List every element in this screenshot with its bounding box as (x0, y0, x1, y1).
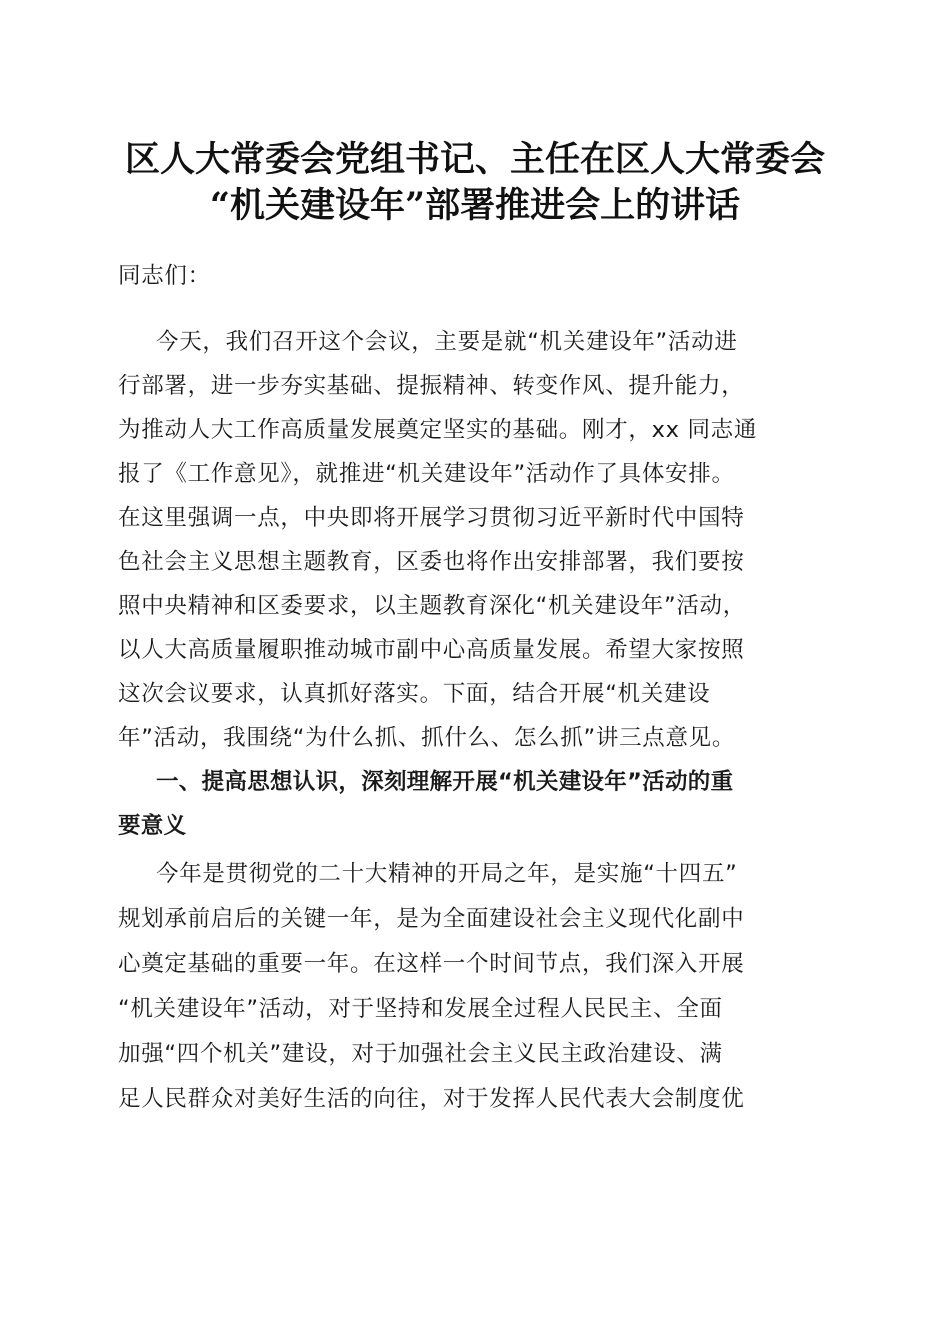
section-heading-line: 一、提高思想认识，深刻理解开展“机关建设年”活动的重 (156, 769, 734, 795)
paragraph-line: 规划承前启后的关键一年，是为全面建设社会主义现代化副中 (118, 906, 745, 932)
paragraph-line: 心奠定基础的重要一年。在这样一个时间节点，我们深入开展 (118, 951, 745, 977)
paragraph-line: 足人民群众对美好生活的向往，对于发挥人民代表大会制度优 (118, 1086, 745, 1112)
salutation: 同志们： (118, 263, 211, 289)
document-title-line-1: 区人大常委会党组书记、主任在区人大常委会 (124, 139, 825, 180)
paragraph-line: 报了《工作意见》，就推进“机关建设年”活动作了具体安排。 (118, 461, 735, 487)
paragraph-line: 为推动人大工作高质量发展奠定坚实的基础。刚才，xx 同志通 (118, 417, 758, 443)
document-title-line-2: “机关建设年”部署推进会上的讲话 (209, 185, 741, 226)
section-heading-line: 要意义 (118, 813, 187, 839)
paragraph-line: 这次会议要求，认真抓好落实。下面，结合开展“机关建设 (118, 681, 711, 707)
paragraph-line: 行部署，进一步夯实基础、提振精神、转变作风、提升能力， (118, 373, 745, 399)
paragraph-line: 今年是贯彻党的二十大精神的开局之年，是实施“十四五” (156, 861, 738, 887)
paragraph-line: 色社会主义思想主题教育，区委也将作出安排部署，我们要按 (118, 549, 745, 575)
paragraph-line: 以人大高质量履职推动城市副中心高质量发展。希望大家按照 (118, 637, 745, 663)
paragraph-line: 在这里强调一点，中央即将开展学习贯彻习近平新时代中国特 (118, 505, 745, 531)
paragraph-line: 今天，我们召开这个会议，主要是就“机关建设年”活动进 (156, 329, 738, 355)
paragraph-line: 加强“四个机关”建设，对于加强社会主义民主政治建设、满 (118, 1041, 723, 1067)
paragraph-line: 照中央精神和区委要求，以主题教育深化“机关建设年”活动， (118, 593, 746, 619)
paragraph-line: 年”活动，我围绕“为什么抓、抓什么、怎么抓”讲三点意见。 (118, 725, 736, 751)
paragraph-line: “机关建设年”活动，对于坚持和发展全过程人民民主、全面 (118, 996, 723, 1022)
